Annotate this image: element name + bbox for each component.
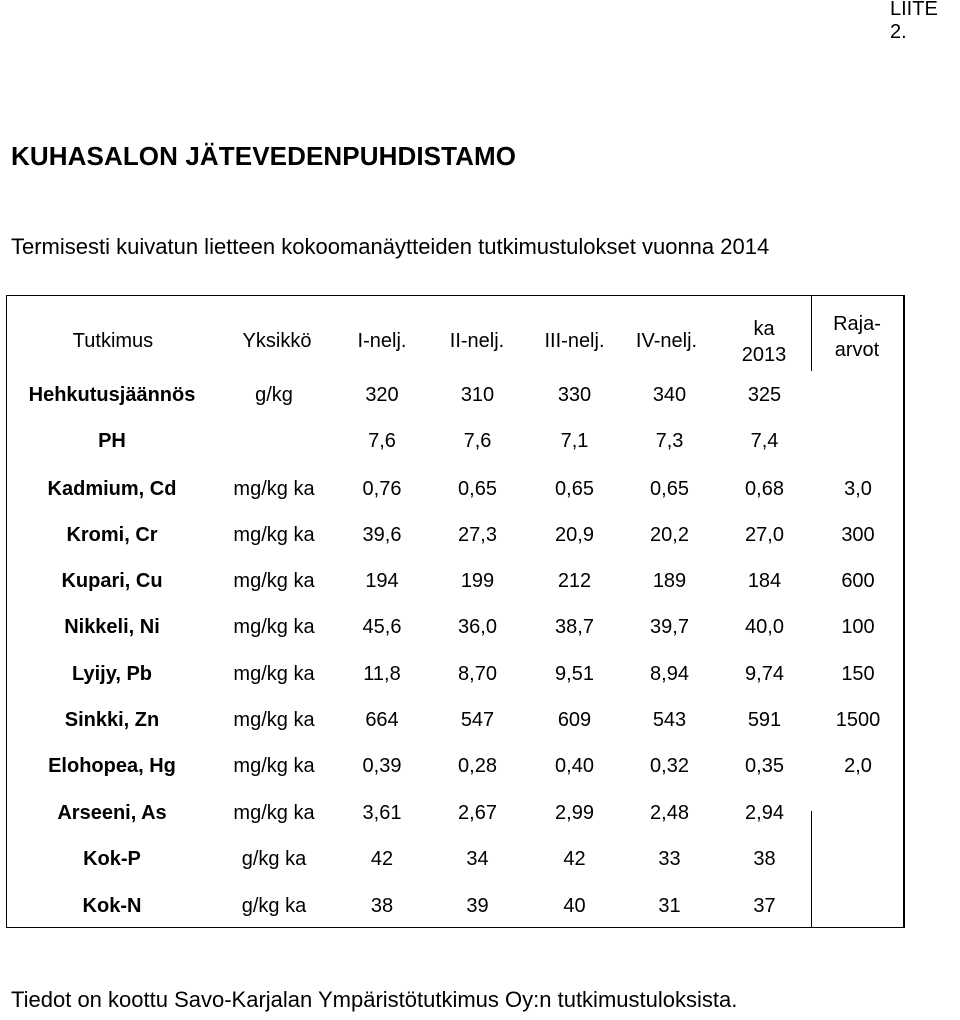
header-ka-2013 bbox=[729, 316, 799, 368]
cell-parameter: Lyijy, Pb bbox=[71, 663, 153, 685]
cell-unit: mg/kg ka bbox=[233, 663, 315, 685]
cell-ka-2013: 0,68 bbox=[745, 478, 784, 500]
cell-parameter: Arseeni, As bbox=[57, 802, 167, 824]
cell-q4: 189 bbox=[652, 570, 687, 592]
source-note: Tiedot on koottu Savo-Karjalan Ympäristötutkimus Oy:n tutkimustuloksista. bbox=[11, 987, 738, 1012]
cell-q1: 3,61 bbox=[362, 802, 402, 824]
cell-q2: 34 bbox=[466, 848, 489, 870]
cell-q2: 8,70 bbox=[458, 663, 497, 685]
cell-q2: 0,28 bbox=[458, 755, 497, 777]
cell-q1: 11,8 bbox=[363, 663, 401, 685]
cell-ka-2013: 591 bbox=[747, 709, 782, 731]
cell-unit: g/kg ka bbox=[241, 895, 307, 917]
cell-q2: 36,0 bbox=[458, 616, 497, 638]
cell-q2: 2,67 bbox=[458, 802, 497, 824]
cell-q4: 8,94 bbox=[650, 663, 689, 685]
header-raja-line1: Raja- bbox=[833, 313, 881, 335]
cell-q3: 42 bbox=[563, 848, 586, 870]
cell-q3: 0,40 bbox=[555, 755, 594, 777]
cell-parameter: Kupari, Cu bbox=[61, 570, 163, 592]
header-tutkimus: Tutkimus bbox=[72, 330, 154, 352]
cell-q3: 0,65 bbox=[555, 478, 594, 500]
cell-ka-2013: 325 bbox=[747, 384, 782, 406]
cell-parameter: Kadmium, Cd bbox=[47, 478, 177, 500]
cell-q1: 194 bbox=[365, 570, 399, 592]
cell-q3: 330 bbox=[557, 384, 592, 406]
cell-q4: 543 bbox=[652, 709, 687, 731]
header-ka-line1: ka bbox=[753, 318, 775, 340]
cell-q2: 199 bbox=[460, 570, 495, 592]
cell-q3: 212 bbox=[557, 570, 592, 592]
cell-q4: 0,65 bbox=[650, 478, 689, 500]
cell-q3: 40 bbox=[563, 895, 586, 917]
cell-limit: 300 bbox=[841, 524, 875, 546]
header-q2: II-nelj. bbox=[449, 330, 505, 352]
cell-unit: mg/kg ka bbox=[233, 478, 315, 500]
cell-unit: g/kg ka bbox=[241, 848, 307, 870]
cell-q1: 0,39 bbox=[362, 755, 402, 777]
header-ka-line2: 2013 bbox=[741, 344, 787, 366]
cell-q4: 2,48 bbox=[650, 802, 689, 824]
cell-parameter: Kromi, Cr bbox=[66, 524, 158, 546]
document-title: KUHASALON JÄTEVEDENPUHDISTAMO bbox=[11, 141, 517, 171]
cell-ka-2013: 38 bbox=[753, 848, 776, 870]
cell-unit: mg/kg ka bbox=[233, 524, 315, 546]
cell-q1: 664 bbox=[365, 709, 399, 731]
cell-q2: 547 bbox=[460, 709, 495, 731]
cell-q2: 310 bbox=[460, 384, 495, 406]
cell-parameter: Kok-N bbox=[82, 895, 142, 917]
cell-q2: 39 bbox=[466, 895, 489, 917]
cell-q1: 45,6 bbox=[362, 616, 402, 638]
header-q1: I-nelj. bbox=[357, 330, 407, 352]
header-q4: IV-nelj. bbox=[635, 330, 698, 352]
cell-q3: 7,1 bbox=[560, 430, 589, 452]
attachment-label: LIITE 2. bbox=[890, 0, 938, 43]
header-raja-line2: arvot bbox=[834, 339, 880, 361]
cell-unit: mg/kg ka bbox=[233, 709, 315, 731]
cell-ka-2013: 37 bbox=[753, 895, 776, 917]
cell-ka-2013: 0,35 bbox=[745, 755, 784, 777]
header-raja-arvot bbox=[817, 311, 897, 363]
cell-limit: 600 bbox=[841, 570, 875, 592]
document-subtitle: Termisesti kuivatun lietteen kokoomanäytteiden tutkimustulokset vuonna 2014 bbox=[11, 234, 770, 259]
cell-q2: 27,3 bbox=[458, 524, 497, 546]
cell-q1: 320 bbox=[365, 384, 399, 406]
cell-q1: 38 bbox=[370, 895, 394, 917]
cell-parameter: Sinkki, Zn bbox=[64, 709, 160, 731]
cell-ka-2013: 7,4 bbox=[750, 430, 779, 452]
cell-ka-2013: 40,0 bbox=[745, 616, 784, 638]
cell-q2: 7,6 bbox=[463, 430, 492, 452]
cell-q3: 20,9 bbox=[555, 524, 594, 546]
cell-parameter: PH bbox=[98, 430, 126, 452]
cell-q4: 0,32 bbox=[650, 755, 689, 777]
cell-limit: 1500 bbox=[835, 709, 881, 731]
cell-parameter: Nikkeli, Ni bbox=[64, 616, 160, 638]
cell-q1: 42 bbox=[370, 848, 394, 870]
cell-q4: 31 bbox=[658, 895, 681, 917]
cell-q3: 9,51 bbox=[555, 663, 594, 685]
header-yksikko: Yksikkö bbox=[242, 330, 312, 352]
cell-q3: 2,99 bbox=[555, 802, 594, 824]
cell-q3: 609 bbox=[557, 709, 592, 731]
cell-q4: 340 bbox=[652, 384, 687, 406]
cell-q4: 7,3 bbox=[655, 430, 684, 452]
cell-ka-2013: 9,74 bbox=[745, 663, 784, 685]
cell-unit: mg/kg ka bbox=[233, 616, 315, 638]
cell-q1: 39,6 bbox=[362, 524, 402, 546]
cell-unit: mg/kg ka bbox=[233, 755, 315, 777]
cell-unit: mg/kg ka bbox=[233, 802, 315, 824]
results-table bbox=[6, 295, 905, 928]
cell-q4: 33 bbox=[658, 848, 681, 870]
cell-ka-2013: 27,0 bbox=[745, 524, 784, 546]
cell-unit: mg/kg ka bbox=[233, 570, 315, 592]
cell-q2: 0,65 bbox=[458, 478, 497, 500]
cell-unit: g/kg bbox=[255, 384, 293, 406]
cell-ka-2013: 2,94 bbox=[745, 802, 784, 824]
cell-parameter: Hehkutusjäännös bbox=[28, 384, 196, 406]
cell-parameter: Kok-P bbox=[83, 848, 141, 870]
cell-q4: 39,7 bbox=[650, 616, 689, 638]
cell-q1: 0,76 bbox=[362, 478, 402, 500]
cell-parameter: Elohopea, Hg bbox=[48, 755, 176, 777]
cell-q4: 20,2 bbox=[650, 524, 689, 546]
table-header-row bbox=[7, 313, 903, 366]
cell-limit: 100 bbox=[841, 616, 875, 638]
cell-limit: 2,0 bbox=[844, 755, 872, 777]
cell-q1: 7,6 bbox=[368, 430, 396, 452]
cell-ka-2013: 184 bbox=[747, 570, 782, 592]
cell-limit: 150 bbox=[841, 663, 875, 685]
cell-q3: 38,7 bbox=[555, 616, 594, 638]
header-q3: III-nelj. bbox=[544, 330, 605, 352]
cell-limit: 3,0 bbox=[844, 478, 872, 500]
